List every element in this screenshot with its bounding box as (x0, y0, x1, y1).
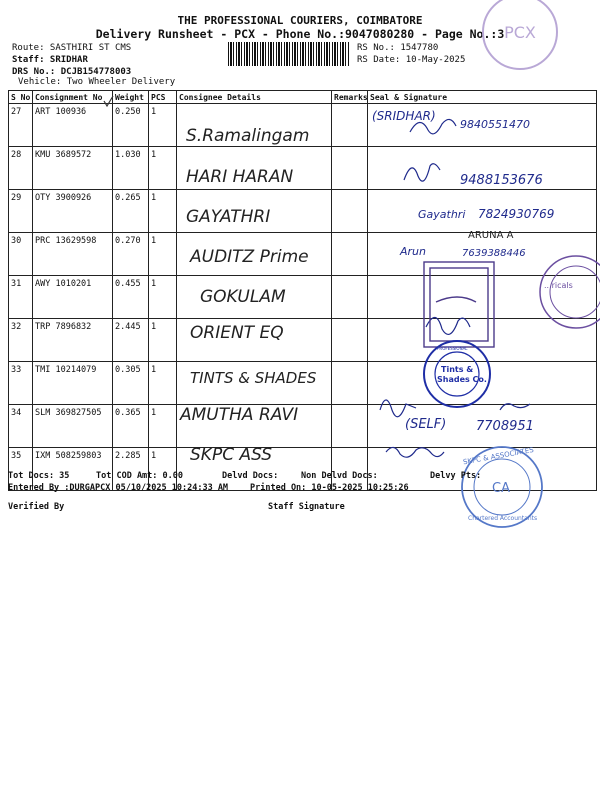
hw-consignee: SKPC ASS (190, 445, 273, 465)
hw-consignee: AMUTHA RAVI (180, 405, 299, 425)
barcode (228, 42, 350, 66)
table-row (9, 276, 597, 319)
hw-consignee: GOKULAM (200, 287, 286, 307)
cell-signature (368, 104, 597, 147)
col-remarks: Remarks (332, 91, 368, 104)
drs-label: DRS No.: DCJB154778003 (12, 67, 132, 77)
hw-consignee: HARI HARAN (186, 167, 294, 187)
route-label: Route: SASTHIRI ST CMS (12, 43, 132, 53)
cell-weight: 2.445 (113, 319, 149, 362)
cell-consignment: IXM 508259803 (33, 448, 113, 491)
skpc-stamp-center: CA (492, 481, 510, 496)
cell-consignment: KMU 3689572 (33, 147, 113, 190)
cell-weight: 0.265 (113, 190, 149, 233)
vehicle-label: Vehicle: Two Wheeler Delivery (18, 77, 176, 87)
printed-on: Printed On: 10-05-2025 10:25:26 (250, 483, 409, 493)
cell-sno: 35 (9, 448, 33, 491)
cell-sno: 27 (9, 104, 33, 147)
col-consignee: Consignee Details (177, 91, 332, 104)
cell-weight: 0.270 (113, 233, 149, 276)
sig-r27-name: (SRIDHAR) (372, 109, 436, 123)
cell-consignment: OTY 3900926 (33, 190, 113, 233)
delivery-table (8, 90, 597, 491)
cell-signature (368, 147, 597, 190)
non-delvd-docs: Non Delvd Docs: (301, 471, 378, 481)
cell-sno: 28 (9, 147, 33, 190)
pcx-stamp-text: PCX (504, 22, 536, 42)
col-pcs: PCS (149, 91, 177, 104)
sig-r28-phone: 9488153676 (460, 173, 543, 188)
cell-sno: 30 (9, 233, 33, 276)
pcx-stamp (482, 0, 558, 70)
col-consignment: Consignment No (33, 91, 113, 104)
cell-sno: 31 (9, 276, 33, 319)
sig-r30-name: ARUNA A (468, 230, 514, 241)
sig-r29-phone: 7824930769 (478, 207, 555, 221)
cell-consignee (177, 190, 332, 233)
cell-weight: 1.030 (113, 147, 149, 190)
cell-signature (368, 276, 597, 319)
cell-consignee (177, 104, 332, 147)
table-row (9, 362, 597, 405)
table-row (9, 319, 597, 362)
skpc-stamp-top: SKPC & ASSOCIATES (462, 446, 535, 467)
hw-consignee: AUDITZ Prime (190, 247, 309, 267)
cell-remarks (332, 104, 368, 147)
cell-consignment: TRP 7896832 (33, 319, 113, 362)
verified-by: Verified By (8, 502, 65, 512)
table-row (9, 405, 597, 448)
tints-stamp-ring: PROFESSIONAL (437, 346, 468, 351)
cell-weight: 2.285 (113, 448, 149, 491)
cell-remarks (332, 233, 368, 276)
tints-stamp-line1: Tints & (441, 365, 474, 374)
cell-sno: 34 (9, 405, 33, 448)
cell-weight: 0.250 (113, 104, 149, 147)
rs-number: RS No.: 1547780 (357, 43, 439, 53)
cell-remarks (332, 276, 368, 319)
cell-consignment: AWY 1010201 (33, 276, 113, 319)
table-row (9, 190, 597, 233)
table-row (9, 104, 597, 147)
sig-r27-phone: 9840551470 (460, 118, 530, 131)
cell-remarks (332, 405, 368, 448)
cell-pcs: 1 (149, 104, 177, 147)
cell-signature (368, 319, 597, 362)
skpc-stamp-bottom: Chartered Accountants (468, 515, 538, 522)
cell-sno: 33 (9, 362, 33, 405)
round-stamp-text: ...ricals (544, 281, 573, 290)
cell-consignee (177, 319, 332, 362)
cell-pcs: 1 (149, 448, 177, 491)
hw-consignee: TINTS & SHADES (190, 369, 317, 387)
sig-r29-name: Gayathri (418, 208, 466, 221)
cell-pcs: 1 (149, 233, 177, 276)
sheet-title: Delivery Runsheet - PCX - Phone No.:9047080280 - Page No.:3 (95, 27, 505, 41)
entered-by: Entered By :DURGAPCX 05/10/2025 10:24:33 AM (8, 483, 229, 493)
cell-remarks (332, 362, 368, 405)
sig-r34-phone: 7708951 (476, 419, 534, 434)
hw-consignee: S.Ramalingam (186, 126, 310, 146)
cell-consignment: SLM 369827505 (33, 405, 113, 448)
sig-r30-sign: Arun (400, 245, 426, 258)
company-title: THE PROFESSIONAL COURIERS, COIMBATORE (177, 14, 423, 27)
rs-date: RS Date: 10-May-2025 (357, 55, 466, 65)
table-row (9, 233, 597, 276)
cell-signature (368, 362, 597, 405)
cell-consignee (177, 233, 332, 276)
cell-weight: 0.305 (113, 362, 149, 405)
col-sno: S No (9, 91, 33, 104)
cell-signature (368, 405, 597, 448)
cell-signature (368, 233, 597, 276)
cell-consignment: ART 100936 (33, 104, 113, 147)
tot-docs: Tot Docs: 35 (8, 471, 70, 481)
cell-consignment: PRC 13629598 (33, 233, 113, 276)
cell-remarks (332, 319, 368, 362)
cell-weight: 0.455 (113, 276, 149, 319)
cell-pcs: 1 (149, 147, 177, 190)
cell-pcs: 1 (149, 276, 177, 319)
cell-pcs: 1 (149, 405, 177, 448)
table-header-row (9, 91, 597, 104)
tot-cod-amt: Tot COD Amt: 0.00 (96, 471, 183, 481)
cell-pcs: 1 (149, 319, 177, 362)
cell-signature (368, 190, 597, 233)
cell-consignee (177, 405, 332, 448)
cell-consignee (177, 362, 332, 405)
staff-label: Staff: SRIDHAR (12, 55, 88, 65)
cell-consignee (177, 147, 332, 190)
col-signature: Seal & Signature (368, 91, 597, 104)
cell-consignee (177, 276, 332, 319)
cell-pcs: 1 (149, 190, 177, 233)
sig-r34-self: (SELF) (405, 417, 447, 432)
tints-stamp-line2: Shades Co. (437, 375, 487, 384)
cell-sno: 32 (9, 319, 33, 362)
delvy-pts: Delvy Pts: (430, 471, 482, 481)
cell-remarks (332, 147, 368, 190)
hw-consignee: ORIENT EQ (190, 323, 284, 343)
cell-pcs: 1 (149, 362, 177, 405)
hw-consignee: GAYATHRI (186, 207, 271, 227)
cell-consignment: TMI 10214079 (33, 362, 113, 405)
cell-remarks (332, 190, 368, 233)
table-row (9, 147, 597, 190)
delvd-docs: Delvd Docs: (222, 471, 279, 481)
sig-r30-phone: 7639388446 (462, 248, 526, 259)
cell-sno: 29 (9, 190, 33, 233)
col-weight: Weight (113, 91, 149, 104)
cell-weight: 0.365 (113, 405, 149, 448)
staff-signature: Staff Signature (268, 502, 345, 512)
